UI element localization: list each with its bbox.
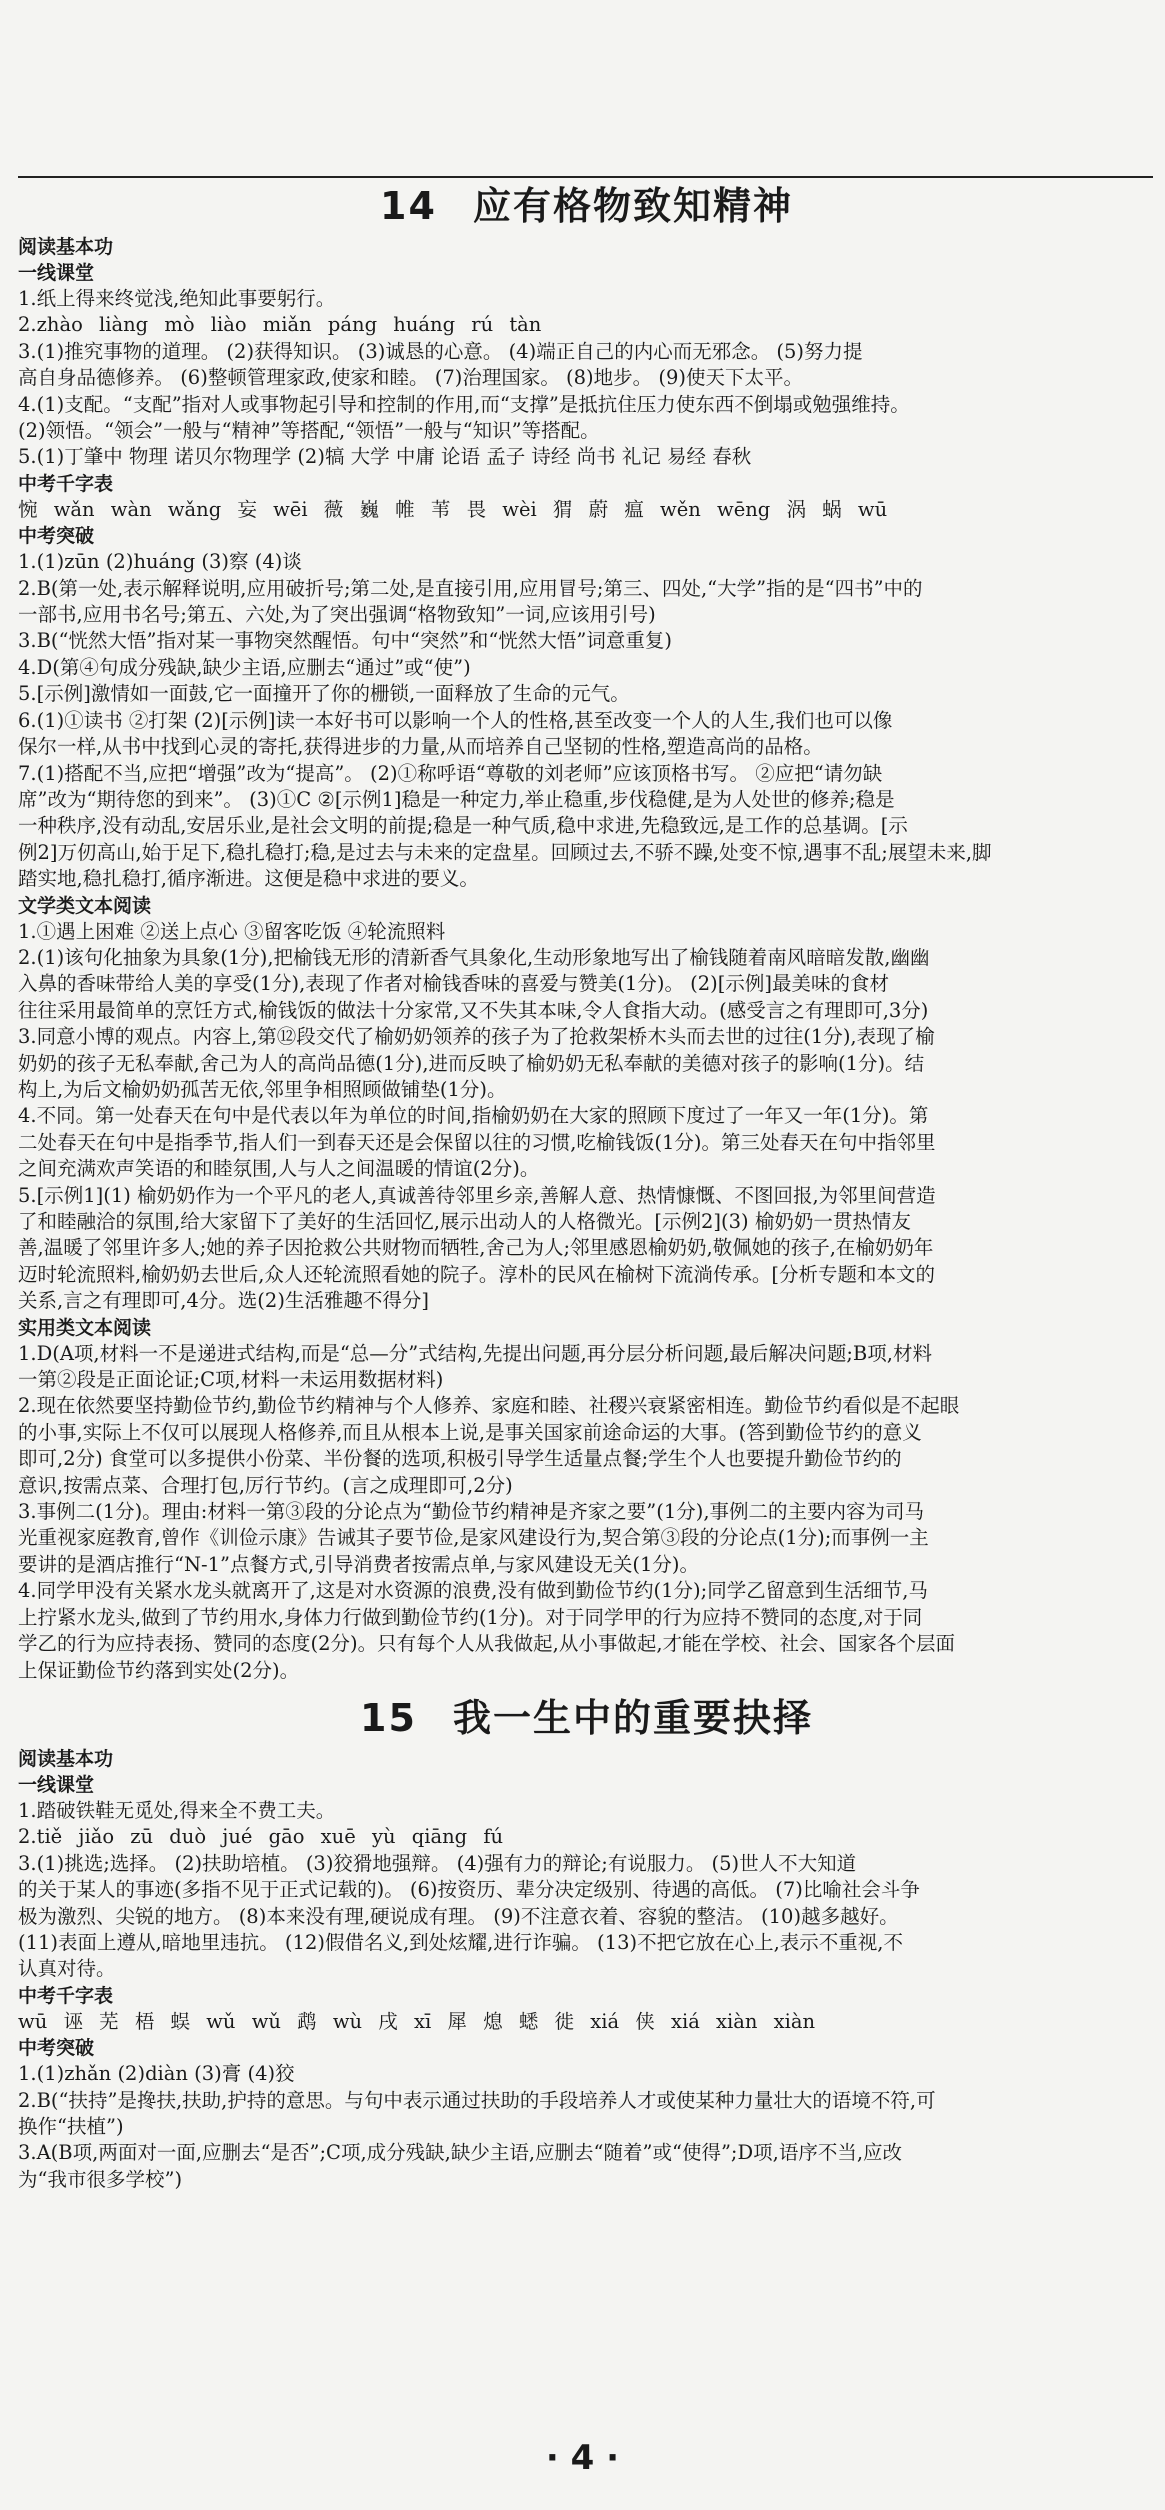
answer-line: 3.(1)推究事物的道理。 (2)获得知识。 (3)诚恳的心意。 (4)端正自己的内心而无邪念。 (5)努力提 (18, 339, 863, 363)
answer-line: 要讲的是酒店推行“N-1”点餐方式,引导消费者按需点单,与家风建设无关(1分)。 (18, 1552, 700, 1576)
answer-line: 踏实地,稳扎稳打,循序渐进。这便是稳中求进的要义。 (18, 867, 479, 891)
lesson-15-title-text: 我一生中的重要抉择 (452, 1695, 813, 1740)
lesson-15-number: 15 (360, 1695, 417, 1740)
answer-line: 认真对待。 (18, 1957, 116, 1981)
answer-line: 4.D(第④句成分残缺,缺少主语,应删去“通过”或“使”) (18, 655, 471, 679)
answer-line: 3.A(B项,两面对一面,应删去“是否”;C项,成分残缺,缺少主语,应删去“随着”或“使得”;D项,语序不当,应改 (18, 2141, 903, 2165)
answer-line: 1.纸上得来终觉浅,绝知此事要躬行。 (18, 287, 336, 310)
answer-line: 为“我市很多学校”) (18, 2167, 183, 2191)
answer-line: 1.踏破铁鞋无觅处,得来全不费工夫。 (18, 1798, 336, 1822)
answer-line: 1.D(A项,材料一不是递进式结构,而是“总—分”式结构,先提出问题,再分层分析问题,最后解决问题;B项,材料 (18, 1341, 932, 1365)
answer-line: 构上,为后文榆奶奶孤苦无依,邻里争相照顾做铺垫(1分)。 (18, 1077, 507, 1101)
section-heading-class: 一线课堂 (18, 1773, 95, 1796)
answer-line: 2.tiě jiǎo zū duò jué gāo xuē yù qiāng fú (18, 1825, 504, 1849)
section-heading-practical: 实用类文本阅读 (18, 1316, 152, 1339)
answer-line: 入鼻的香味带给人美的享受(1分),表现了作者对榆钱香味的喜爱与赞美(1分)。 (2)[示例]最美味的食材 (18, 972, 889, 996)
section-heading-chars: 中考千字表 (18, 1984, 114, 2007)
section-heading-breakthrough: 中考突破 (18, 525, 95, 548)
chars-line: 惋 wǎn wàn wǎng 妄 wēi 薇 巍 帷 苇 畏 wèi 猬 蔚 瘟 wěn wēng 涡 蜗 wū (18, 497, 888, 521)
answer-line: 5.[示例]激情如一面鼓,它一面撞开了你的栅锁,一面释放了生命的元气。 (18, 682, 630, 706)
answer-line: 2.(1)该句化抽象为具象(1分),把榆钱无形的清新香气具象化,生动形象地写出了榆钱随着南风暗暗发散,幽幽 (18, 945, 930, 969)
answer-line: 的关于某人的事迹(多指不见于正式记载的)。 (6)按资历、辈分决定级别、待遇的高低。 (7)比喻社会斗争 (18, 1878, 920, 1902)
lesson-14-title-text: 应有格物致知精神 (472, 184, 793, 228)
answer-line: 往往采用最简单的烹饪方式,榆钱饭的做法十分家常,又不失其本味,令人食指大动。(感受言之有理即可,3分) (18, 998, 929, 1022)
lesson-14-number: 14 (380, 184, 437, 228)
answer-line: 极为激烈、尖锐的地方。 (8)本来没有理,硬说成有理。 (9)不注意衣着、容貌的整洁。 (10)越多越好。 (18, 1904, 899, 1928)
answer-line: 1.(1)zūn (2)huáng (3)察 (4)谈 (18, 550, 302, 574)
answer-line: 4.同学甲没有关紧水龙头就离开了,这是对水资源的浪费,没有做到勤俭节约(1分);同学乙留意到生活细节,马 (18, 1579, 928, 1603)
answer-line: 2.B(“扶持”是搀扶,扶助,护持的意思。与句中表示通过扶助的手段培养人才或使某种力量壮大的语境不符,可 (18, 2088, 936, 2112)
answer-line: 6.(1)①读书 ②打架 (2)[示例]读一本好书可以影响一个人的性格,甚至改变一个人的人生,我们也可以像 (18, 708, 893, 732)
section-heading-basic: 阅读基本功 (18, 1747, 114, 1770)
answer-line: 3.同意小博的观点。内容上,第⑫段交代了榆奶奶领养的孩子为了抢救架桥木头而去世的过往(1分),表现了榆 (18, 1025, 935, 1049)
section-heading-literary: 文学类文本阅读 (18, 894, 152, 917)
chars-line: wū 诬 芜 梧 蜈 wǔ wǔ 鹉 wù 戌 xī 犀 熄 蟋 徙 xiá 侠 xiá xiàn xiàn (18, 2009, 816, 2033)
section-heading-class: 一线课堂 (18, 262, 95, 284)
answer-line: 一第②段是正面论证;C项,材料一未运用数据材料) (18, 1368, 444, 1392)
answer-line: 5.[示例1](1) 榆奶奶作为一个平凡的老人,真诚善待邻里乡亲,善解人意、热情慷慨、不图回报,为邻里间营造 (18, 1183, 936, 1207)
answer-line: 之间充满欢声笑语的和睦氛围,人与人之间温暖的情谊(2分)。 (18, 1157, 540, 1181)
answer-line: 关系,言之有理即可,4分。选(2)生活雅趣不得分] (18, 1289, 430, 1313)
answer-line: 7.(1)搭配不当,应把“增强”改为“提高”。 (2)①称呼语“尊敬的刘老师”应该顶格书写。 ②应把“请勿缺 (18, 761, 883, 785)
answer-line: 2.现在依然要坚持勤俭节约,勤俭节约精神与个人修养、家庭和睦、社稷兴衰紧密相连。勤俭节约看似是不起眼 (18, 1394, 960, 1418)
section-heading-breakthrough: 中考突破 (18, 2037, 95, 2060)
answer-line: 3.(1)挑选;选择。 (2)扶助培植。 (3)狡猾地强辩。 (4)强有力的辩论;有说服力。 (5)世人不大知道 (18, 1851, 857, 1875)
page-content (18, 178, 1155, 2193)
answer-line: 保尔一样,从书中找到心灵的寄托,获得进步的力量,从而培养自己坚韧的性格,塑造高尚的品格。 (18, 735, 823, 759)
answer-line: 席”改为“期待您的到来”。 (3)①C ②[示例1]稳是一种定力,举止稳重,步伐稳健,是为人处世的修养;稳是 (18, 787, 895, 811)
answer-line: 了和睦融洽的氛围,给大家留下了美好的生活回忆,展示出动人的人格微光。[示例2](3) 榆奶奶一贯热情友 (18, 1210, 911, 1233)
answer-line: (11)表面上遵从,暗地里违抗。 (12)假借名义,到处炫耀,进行诈骗。 (13)不把它放在心上,表示不重视,不 (18, 1930, 903, 1954)
page-number: · 4 · (545, 2438, 620, 2478)
answer-line: 一种秩序,没有动乱,安居乐业,是社会文明的前提;稳是一种气质,稳中求进,先稳致远,是工作的总基调。[示 (18, 814, 908, 838)
answer-line: 上拧紧水龙头,做到了节约用水,身体力行做到勤俭节约(1分)。对于同学甲的行为应持不赞同的态度,对于同 (18, 1605, 923, 1629)
answer-line: 4.不同。第一处春天在句中是代表以年为单位的时间,指榆奶奶在大家的照顾下度过了一年又一年(1分)。第 (18, 1104, 929, 1128)
answer-line: 4.(1)支配。“支配”指对人或事物起引导和控制的作用,而“支撑”是抵抗住压力使东西不倒塌或勉强维持。 (18, 392, 910, 416)
answer-line: 二处春天在句中是指季节,指人们一到春天还是会保留以往的习惯,吃榆钱饭(1分)。第三处春天在句中指邻里 (18, 1130, 936, 1154)
lesson-14-title (18, 178, 1155, 234)
section-heading-basic: 阅读基本功 (18, 236, 114, 258)
answer-line: 一部书,应用书名号;第五、六处,为了突出强调“格物致知”一词,应该用引号) (18, 603, 656, 627)
answer-line: 高自身品德修养。 (6)整顿管理家政,使家和睦。 (7)治理国家。 (8)地步。 (9)使天下太平。 (18, 366, 803, 390)
answer-line: 换作“扶植”) (18, 2114, 124, 2138)
answer-line: 光重视家庭教育,曾作《训俭示康》告诫其子要节俭,是家风建设行为,契合第③段的分论点(1分);而事例一主 (18, 1526, 929, 1550)
answer-line: 5.(1)丁肇中 物理 诺贝尔物理学 (2)犒 大学 中庸 论语 孟子 诗经 尚书 礼记 易经 春秋 (18, 445, 752, 469)
answer-line: 例2]万仞高山,始于足下,稳扎稳打;稳,是过去与未来的定盘星。回顾过去,不骄不躁,处变不惊,遇事不乱;展望未来,脚 (18, 840, 992, 864)
lesson-15-title (18, 1690, 1155, 1746)
answer-line: 学乙的行为应持表扬、赞同的态度(2分)。只有每个人从我做起,从小事做起,才能在学校、社会、国家各个层面 (18, 1632, 956, 1656)
answer-line: 即可,2分) 食堂可以多提供小份菜、半份餐的选项,积极引导学生适量点餐;学生个人也要提升勤俭节约的 (18, 1447, 902, 1471)
answer-line: 的小事,实际上不仅可以展现人格修养,而且从根本上说,是事关国家前途命运的大事。(答到勤俭节约的意义 (18, 1420, 922, 1444)
answer-line: 意识,按需点菜、合理打包,厉行节约。(言之成理即可,2分) (18, 1473, 513, 1497)
answer-line: 善,温暖了邻里许多人;她的养子因抢救公共财物而牺牲,舍己为人;邻里感恩榆奶奶,敬佩她的孩子,在榆奶奶年 (18, 1236, 934, 1260)
answer-line: 迈时轮流照料,榆奶奶去世后,众人还轮流照看她的院子。淳朴的民风在榆树下流淌传承。[分析专题和本文的 (18, 1262, 936, 1286)
answer-line: 1.①遇上困难 ②送上点心 ③留客吃饭 ④轮流照料 (18, 919, 446, 943)
answer-line: 1.(1)zhǎn (2)diàn (3)膏 (4)狡 (18, 2062, 295, 2086)
answer-line: 3.事例二(1分)。理由:材料一第③段的分论点为“勤俭节约精神是齐家之要”(1分),事例二的主要内容为司马 (18, 1500, 925, 1524)
answer-line: (2)领悟。“领会”一般与“精神”等搭配,“领悟”一般与“知识”等搭配。 (18, 419, 600, 443)
answer-line: 2.B(第一处,表示解释说明,应用破折号;第二处,是直接引用,应用冒号;第三、四处,“大学”指的是“四书”中的 (18, 576, 923, 600)
answer-line: 3.B(“恍然大悟”指对某一事物突然醒悟。句中“突然”和“恍然大悟”词意重复) (18, 629, 672, 653)
answer-line: 上保证勤俭节约落到实处(2分)。 (18, 1658, 300, 1682)
section-heading-chars: 中考千字表 (18, 472, 114, 495)
answer-line: 奶奶的孩子无私奉献,舍己为人的高尚品德(1分),进而反映了榆奶奶无私奉献的美德对孩子的影响(1分)。结 (18, 1051, 925, 1075)
answer-line: 2.zhào liàng mò liào miǎn páng huáng rú tàn (18, 313, 542, 337)
